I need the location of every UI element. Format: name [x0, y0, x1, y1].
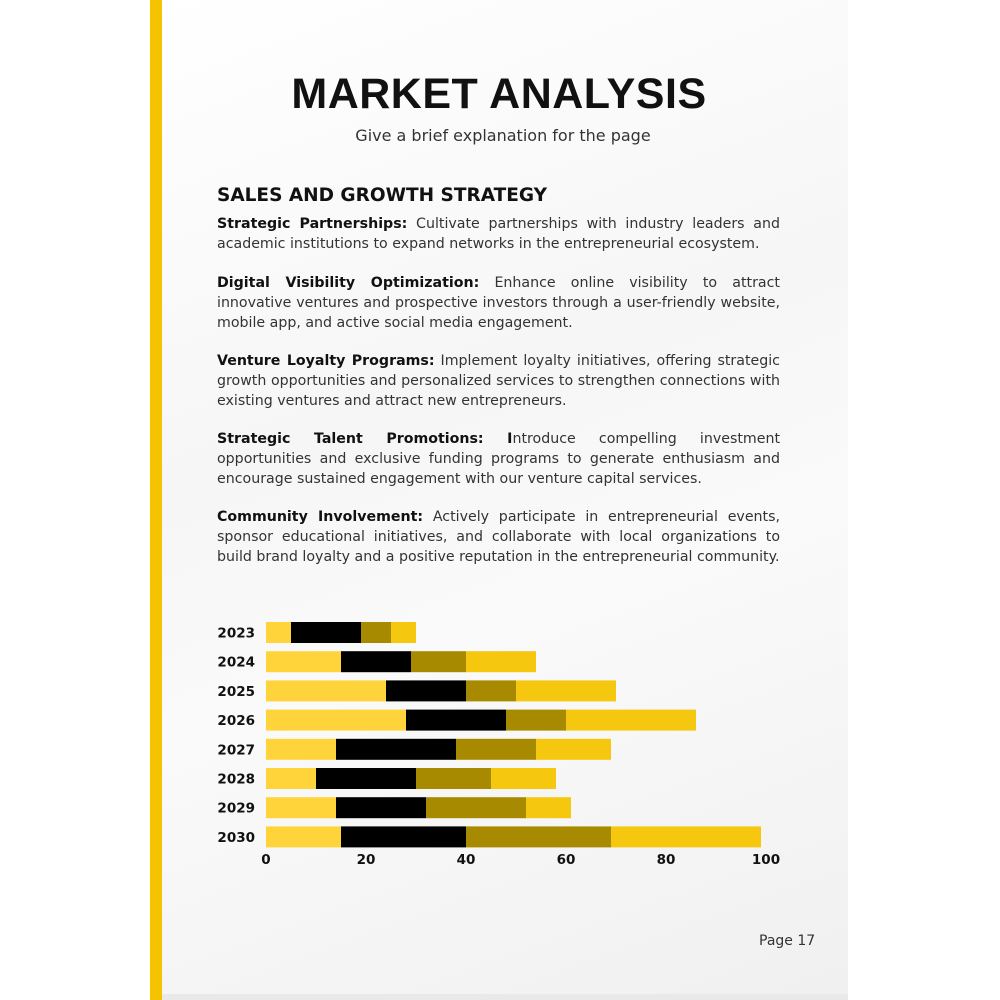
bar-segment-2024-3: [411, 651, 466, 672]
page-title: MARKET ANALYSIS: [291, 70, 707, 118]
paragraph-heading: Digital Visibility Optimization:: [217, 275, 480, 291]
bar-segment-2024-4: [466, 651, 536, 672]
bar-segment-2030-3: [466, 826, 611, 847]
paragraph-text: Cultivate partnerships with industry leaders and academic institutions to expand networks in the entrepreneurial ecosystem.: [217, 216, 780, 252]
x-tick-label-80: 80: [656, 852, 676, 868]
x-tick-label-40: 40: [456, 852, 476, 868]
bar-segment-2029-3: [426, 797, 526, 818]
bar-segment-2028-2: [316, 768, 416, 789]
category-label-2028: 2028: [217, 771, 255, 788]
bar-segment-2023-2: [291, 622, 361, 643]
bar-segment-2027-2: [336, 739, 456, 760]
stacked-bar-chart: [200, 610, 800, 880]
page-number: Page 17: [759, 933, 816, 949]
x-tick-label-100: 100: [751, 852, 781, 868]
paragraph-venture-loyalty: [217, 351, 780, 411]
bar-segment-2024-2: [341, 651, 411, 672]
section-title: SALES AND GROWTH STRATEGY: [217, 185, 548, 206]
category-label-2024: 2024: [217, 654, 255, 671]
x-tick-label-60: 60: [556, 852, 576, 868]
paragraph-text: Implement loyalty initiatives, offering strategic growth opportunities and personalized services to strengthen connections with existing ventures and attract new entrepreneurs.: [217, 353, 780, 409]
bar-segment-2029-4: [526, 797, 571, 818]
bar-segment-2027-1: [266, 739, 336, 760]
category-label-2029: 2029: [217, 800, 255, 817]
paragraph-text: ntroduce compelling investment opportunities and exclusive funding programs to generate enthusiasm and encourage sustained engagement with our venture capital services.: [217, 431, 781, 487]
bar-segment-2028-3: [416, 768, 491, 789]
bar-segment-2026-1: [266, 710, 406, 731]
bar-segment-2025-3: [466, 680, 516, 701]
bar-segment-2027-4: [536, 739, 611, 760]
bar-segment-2030-1: [266, 826, 341, 847]
paragraph-heading: Community Involvement:: [217, 509, 424, 525]
bar-segment-2029-2: [336, 797, 426, 818]
category-label-2026: 2026: [217, 713, 255, 730]
paragraph-heading: Strategic Partnerships:: [217, 216, 408, 232]
paragraph-strategic-partnerships: [217, 214, 780, 254]
bar-segment-2024-1: [266, 651, 341, 672]
bar-segment-2030-4: [611, 826, 761, 847]
bar-segment-2023-4: [391, 622, 416, 643]
paragraph-digital-visibility: [217, 273, 780, 333]
bar-segment-2025-4: [516, 680, 616, 701]
bar-segment-2026-4: [566, 710, 696, 731]
bar-segment-2025-2: [386, 680, 466, 701]
bar-segment-2026-2: [406, 710, 506, 731]
paragraph-heading: Venture Loyalty Programs:: [217, 353, 435, 369]
category-label-2030: 2030: [217, 829, 255, 846]
x-tick-label-0: 0: [261, 852, 271, 868]
bar-segment-2028-4: [491, 768, 556, 789]
bar-segment-2025-1: [266, 680, 386, 701]
paragraph-heading: Strategic Talent Promotions: I: [217, 431, 513, 447]
category-label-2027: 2027: [217, 742, 255, 759]
category-label-2023: 2023: [217, 625, 255, 642]
paragraph-text: Actively participate in entrepreneurial events, sponsor educational initiatives, and collaborate with local organizations to build brand loyalty and a positive reputation in the entrepreneurial community.: [217, 509, 780, 565]
accent-bar: [150, 0, 162, 1000]
bar-segment-2023-1: [266, 622, 291, 643]
page-subtitle: Give a brief explanation for the page: [355, 126, 651, 145]
x-tick-label-20: 20: [356, 852, 376, 868]
bar-segment-2023-3: [361, 622, 391, 643]
bar-segment-2026-3: [506, 710, 566, 731]
category-label-2025: 2025: [217, 683, 255, 700]
bar-segment-2030-2: [341, 826, 466, 847]
bar-segment-2028-1: [266, 768, 316, 789]
bar-segment-2029-1: [266, 797, 336, 818]
page-bottom-edge: [150, 994, 848, 1000]
paragraph-text: Enhance online visibility to attract innovative ventures and prospective investors through a user-friendly website, mobile app, and active social media engagement.: [217, 275, 780, 331]
bar-segment-2027-3: [456, 739, 536, 760]
paragraph-talent-promotions: [217, 429, 780, 489]
paragraph-community-involvement: [217, 507, 780, 567]
